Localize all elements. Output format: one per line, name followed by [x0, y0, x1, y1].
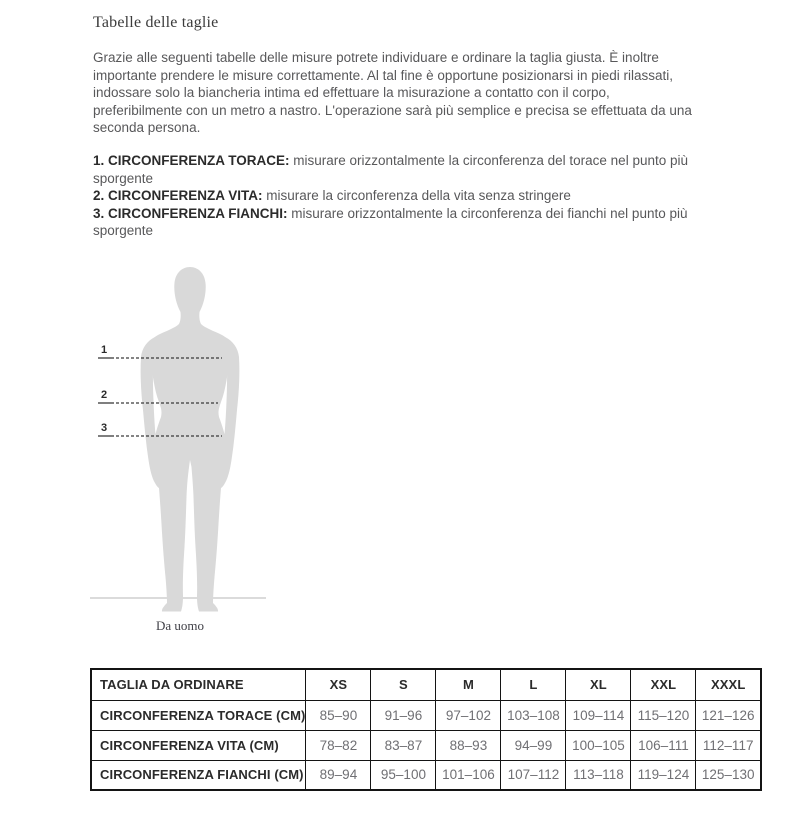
vita-l: 94–99 — [501, 730, 566, 760]
header-s: S — [371, 669, 436, 700]
figure-caption: Da uomo — [155, 618, 205, 633]
instruction-text-vita: misurare la circonferenza della vita senza stringere — [266, 188, 571, 204]
header-xxxl: XXXL — [696, 669, 761, 700]
measurement-instructions — [93, 152, 699, 240]
male-silhouette-figure — [90, 262, 270, 644]
marker-2-label: 2 — [101, 389, 108, 401]
size-table — [90, 668, 762, 791]
instruction-text-fianchi: misurare orizzontalmente la circonferenza dei fianchi nel punto più sporgente — [93, 205, 688, 239]
vita-m: 88–93 — [436, 730, 501, 760]
marker-1-label: 1 — [101, 344, 108, 356]
vita-xl: 100–105 — [566, 730, 631, 760]
instruction-text-torace: misurare orizzontalmente la circonferenza del torace nel punto più sporgente — [93, 153, 688, 186]
fianchi-s: 95–100 — [371, 760, 436, 790]
fianchi-xs: 89–94 — [306, 760, 371, 790]
torace-l: 103–108 — [501, 700, 566, 730]
silhouette-body — [144, 267, 236, 612]
vita-xs: 78–82 — [306, 730, 371, 760]
instruction-item-torace — [93, 152, 699, 187]
vita-xxl: 106–111 — [631, 730, 696, 760]
header-xs: XS — [306, 669, 371, 700]
instruction-label-torace: 1. CIRCONFERENZA TORACE: — [93, 153, 290, 168]
torace-xs: 85–90 — [306, 700, 371, 730]
intro-paragraph: Grazie alle seguenti tabelle delle misure potrete individuare e ordinare la taglia giusta. È inoltre importante prendere le misure correttamente. Al tal fine è opportune posizionarsi in piedi rilassati, indossare solo la biancheria intima ed effettuare la misurazione a contatto con il corpo, preferibilmente con un metro a nastro. L'operazione sarà più semplice e precisa se effettuata da una seconda persona. — [93, 50, 692, 136]
table-row-fianchi — [91, 760, 761, 790]
header-xl: XL — [566, 669, 631, 700]
instruction-label-vita: 2. CIRCONFERENZA VITA: — [93, 188, 263, 204]
size-table-header-row — [91, 669, 761, 700]
header-l: L — [501, 669, 566, 700]
table-row-vita — [91, 730, 761, 760]
torace-xxxl: 121–126 — [696, 700, 761, 730]
instruction-item-vita — [93, 187, 699, 205]
torace-s: 91–96 — [371, 700, 436, 730]
page-title: Tabelle delle taglie — [93, 14, 219, 31]
header-xxl: XXL — [631, 669, 696, 700]
instruction-label-fianchi: 3. CIRCONFERENZA FIANCHI: — [93, 205, 288, 221]
marker-3-label: 3 — [101, 422, 108, 434]
vita-xxxl: 112–117 — [696, 730, 761, 760]
torace-xl: 109–114 — [566, 700, 631, 730]
fianchi-l: 107–112 — [501, 760, 566, 790]
row-label-fianchi: CIRCONFERENZA FIANCHI (CM) — [91, 760, 306, 790]
male-silhouette-svg — [90, 262, 270, 614]
header-taglia-da-ordinare: TAGLIA DA ORDINARE — [91, 669, 306, 700]
row-label-vita: CIRCONFERENZA VITA (CM) — [91, 730, 306, 760]
fianchi-xxxl: 125–130 — [696, 760, 761, 790]
torace-xxl: 115–120 — [631, 700, 696, 730]
table-row-torace — [91, 700, 761, 730]
row-label-torace: CIRCONFERENZA TORACE (CM) — [91, 700, 306, 730]
fianchi-m: 101–106 — [436, 760, 501, 790]
fianchi-xxl: 119–124 — [631, 760, 696, 790]
instruction-item-fianchi — [93, 205, 699, 240]
torace-m: 97–102 — [436, 700, 501, 730]
vita-s: 83–87 — [371, 730, 436, 760]
fianchi-xl: 113–118 — [566, 760, 631, 790]
header-m: M — [436, 669, 501, 700]
